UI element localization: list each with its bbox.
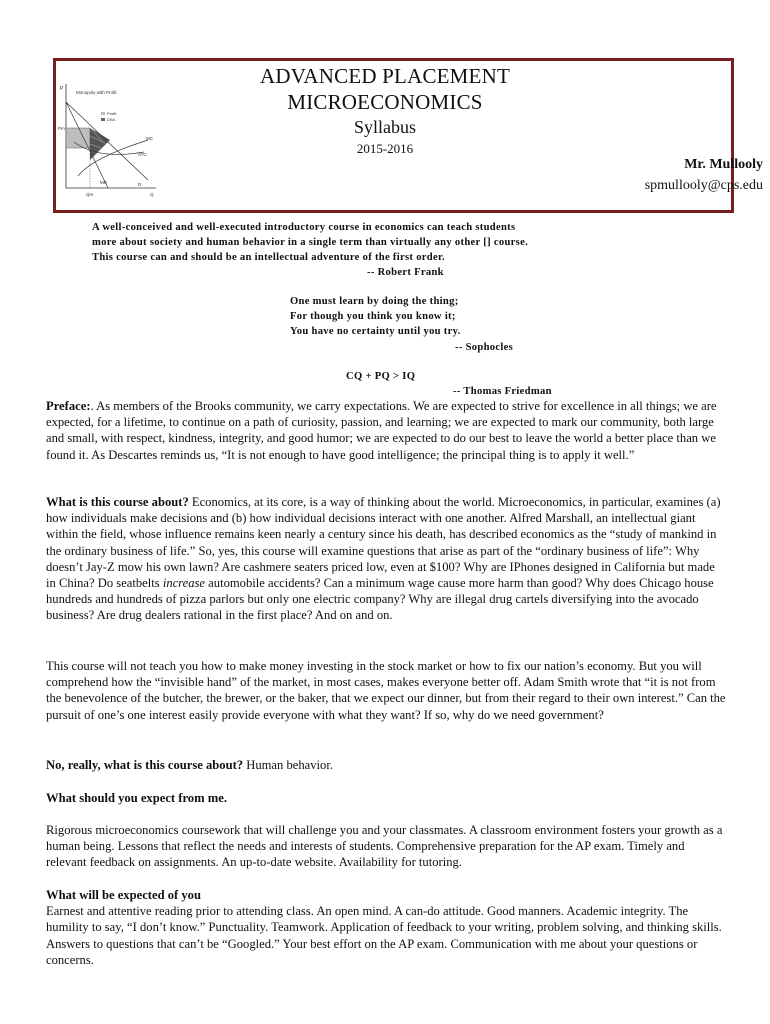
graph-caption: Monopoly with Profit	[76, 90, 117, 95]
subtitle: Syllabus	[353, 117, 416, 137]
expect-heading-block	[46, 790, 726, 806]
expected-text: Earnest and attentive reading prior to attending class. An open mind. A can-do attitude. Good manners. Academic integrity. The humility to say, “I don’t know.” Punctuality. Teamwork. Application of feedback to your writing, problem solving, and thinking skills. Answers to questions that can’t be “Googled.” Your best effort on the AP exam. Communication with me about your questions or concerns.	[46, 904, 722, 967]
not-teach-text: This course will not teach you how to make money investing in the stock market or how to fix our nation’s economy. But you will comprehend how the “invisible hand” of the market, in most cases, makes everyone better off. Adam Smith wrote that “it is not from the benevolence of the butcher, the brewer, or the baker, that we expect our dinner, but from their regard to their own interest.” Can the pursuit of one’s one interest easily provide everyone with what they want? If so, why do we need government?	[46, 659, 726, 722]
not-teach-section	[46, 658, 726, 723]
friedman-quote: CQ + PQ > IQ	[346, 371, 416, 382]
school-year: 2015-2016	[356, 141, 414, 156]
quote-line: You have no certainty until you try.	[290, 326, 461, 338]
graph-label-d: D	[138, 182, 142, 187]
about-emphasis: increase	[162, 576, 206, 591]
really-text: Human behavior.	[243, 758, 333, 772]
expect-heading: What should you expect from me.	[46, 791, 227, 805]
quote-line: For though you think you know it;	[290, 311, 456, 323]
graph-label-q: Q	[150, 192, 154, 197]
expected-heading: What will be expected of you	[46, 888, 201, 902]
frank-author: -- Robert Frank	[367, 267, 444, 278]
graph-label-atc: ATC	[138, 152, 147, 157]
expect-section	[46, 822, 726, 871]
graph-label-mr: MR	[100, 180, 107, 185]
about-section	[46, 494, 726, 624]
preface-section	[46, 398, 726, 463]
graph-legend-profit: Profit	[107, 111, 117, 116]
sophocles-quote	[290, 294, 461, 340]
expected-section	[46, 887, 726, 968]
graph-label-mc: MC	[146, 136, 153, 141]
quote-line: A well-conceived and well-executed introductory course in economics can teach students	[92, 222, 516, 233]
expect-text: Rigorous microeconomics coursework that will challenge you and your classmates. A classroom environment fosters your growth as a human being. Lessons that reflect the needs and interests of students. Comprehensive preparation for the AP exam. Timely and relevant feedback on assignments. An up-to-date website. Availability for tutoring.	[46, 823, 723, 870]
preface-text: . As members of the Brooks community, we carry expectations. We are expected to strive for excellence in all things; we are expected, for a lifetime, to continue on a path of curiosity, passion, and learning; we are expected to mark our community, both large and small, with respect, kindness, integrity, and good humor; we are expected to do our best to leave the world a better place than we found it. As Descartes reminds us, “It is not enough to have good intelligence; the principal thing is to apply it well.”	[46, 399, 717, 462]
graph-label-qm: Qm	[86, 192, 94, 197]
sophocles-author: -- Sophocles	[455, 342, 514, 353]
graph-legend-dwl: DWL	[107, 117, 116, 122]
preface-heading: Preface:	[46, 399, 91, 413]
about-text-1: Economics, at its core, is a way of thinking about the world. Microeconomics, in particular, examines (a) how individuals make decisions and (b) how individual decisions interact with one another. Alfred Marshall, an intellectual giant within the field, whose influence remains keen nearly a century since his death, has described economics as the “study of mankind in the ordinary business of life.” So, yes, this course will examine questions that arise as part of the “ordinary business of life”: Why doesn’t Jay-Z mow his own lawn? Are cashmere seaters priced low, even at $100? Why are IPhones designed in California but made in China? Do seatbelts	[46, 495, 721, 591]
really-section	[46, 757, 726, 773]
friedman-author: -- Thomas Friedman	[453, 386, 552, 397]
quote-line: One must learn by doing the thing;	[290, 296, 459, 307]
really-heading: No, really, what is this course about?	[46, 758, 244, 772]
title-line-2: MICROECONOMICS	[287, 90, 483, 114]
graph-label-pm: Pm	[58, 126, 65, 131]
frank-quote	[92, 220, 612, 266]
quote-line: more about society and human behavior in a single term than virtually any other [] course.	[92, 237, 529, 249]
teacher-name: Mr. Mullooly	[684, 157, 763, 172]
about-text-2: automobile accidents? Can a minimum wage cause more harm than good? Why does Chicago house hundreds and hundreds of pizza parlors but only one electric company? Why are illegal drug cartels diversifying into the avocado business? Are drug dealers rational in the first place? And on and on.	[46, 576, 714, 623]
title-line-1: ADVANCED PLACEMENT	[260, 64, 510, 88]
about-heading: What is this course about?	[46, 495, 189, 509]
teacher-email: spmullooly@cps.edu	[644, 178, 763, 193]
quote-line: This course can and should be an intellectual adventure of the first order.	[92, 252, 445, 264]
graph-label-p: P	[60, 86, 64, 92]
